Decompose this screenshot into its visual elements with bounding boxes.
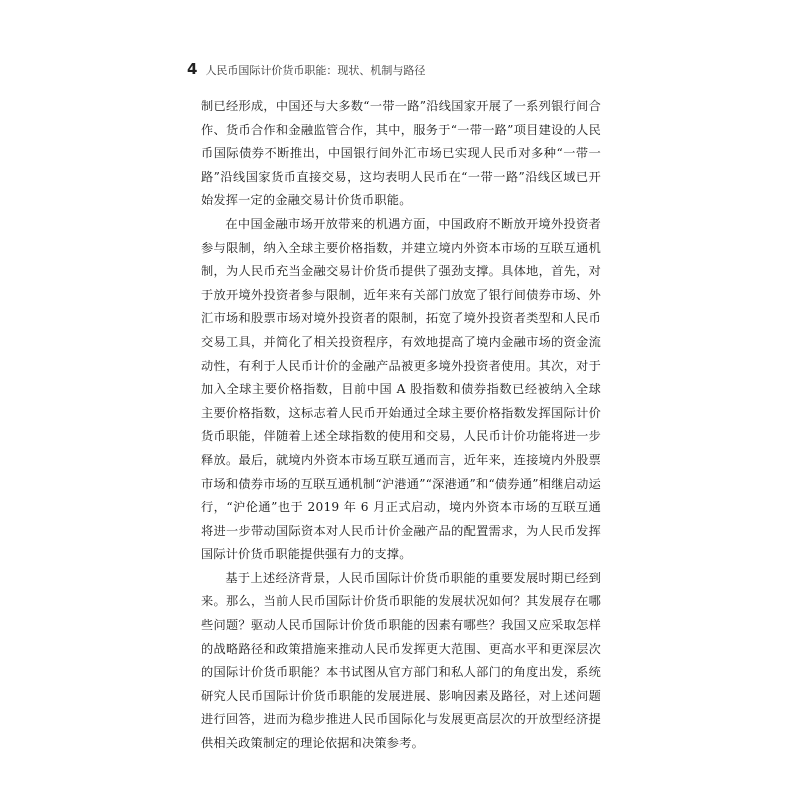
paragraph-continuation: 制已经形成，中国还与大多数“一带一路”沿线国家开展了一系列银行间合作、货币合作和金融监管合作，其中，服务于“一带一路”项目建设的人民币国际债券不断推出，中国银行间外汇市场已实现人民币对多种“一带一路”沿线国家货币直接交易，这均表明人民币在“一带一路”沿线区域已开始发挥一定的金融交易计价货币职能。 bbox=[201, 99, 601, 208]
paragraph: 在中国金融市场开放带来的机遇方面，中国政府不断放开境外投资者参与限制，纳入全球主要价格指数，并建立境内外资本市场的互联互通机制，为人民币充当金融交易计价货币提供了强劲支撑。具体地，首先，对于放开境外投资者参与限制，近年来有关部门放宽了银行间债券市场、外汇市场和股票市场对境外投资者的限制，拓宽了境外投资者类型和人民币交易工具，并简化了相关投资程序，有效地提高了境内金融市场的资金流动性，有利于人民币计价的金融产品被更多境外投资者使用。其次，对于加入全球主要价格指数，目前中国 A 股指数和债券指数已经被纳入全球主要价格指数，这标志着人民币开始通过全球主要价格指数发挥国际计价货币职能，伴随着上述全球指数的使用和交易，人民币计价功能将进一步释放。最后，就境内外资本市场互联互通而言，近年来，连接境内外股票市场和债券市场的互联互通机制“沪港通”“深港通”和“债券通”相继启动运行，“沪伦通”也于 2019 年 6 月正式启动，境内外资本市场的互联互通将进一步带动国际资本对人民币计价金融产品的配置需求，为人民币发挥国际计价货币职能提供强有力的支撑。 bbox=[201, 216, 601, 562]
page-number: 4 bbox=[187, 60, 198, 78]
paragraph: 基于上述经济背景，人民币国际计价货币职能的重要发展时期已经到来。那么，当前人民币国际计价货币职能的发展状况如何？其发展存在哪些问题？驱动人民币国际计价货币职能的因素有哪些？我国又应采取怎样的战略路径和政策措施来推动人民币发挥更大范围、更高水平和更深层次的国际计价货币职能？本书试图从官方部门和私人部门的角度出发，系统研究人民币国际计价货币职能的发展进展、影响因素及路径，对上述问题进行回答，进而为稳步推进人民币国际化与发展更高层次的开放型经济提供相关政策制定的理论依据和决策参考。 bbox=[201, 570, 601, 751]
running-head bbox=[187, 60, 425, 78]
running-head-title: 人民币国际计价货币职能：现状、机制与路径 bbox=[205, 64, 426, 77]
body-text bbox=[201, 95, 601, 756]
